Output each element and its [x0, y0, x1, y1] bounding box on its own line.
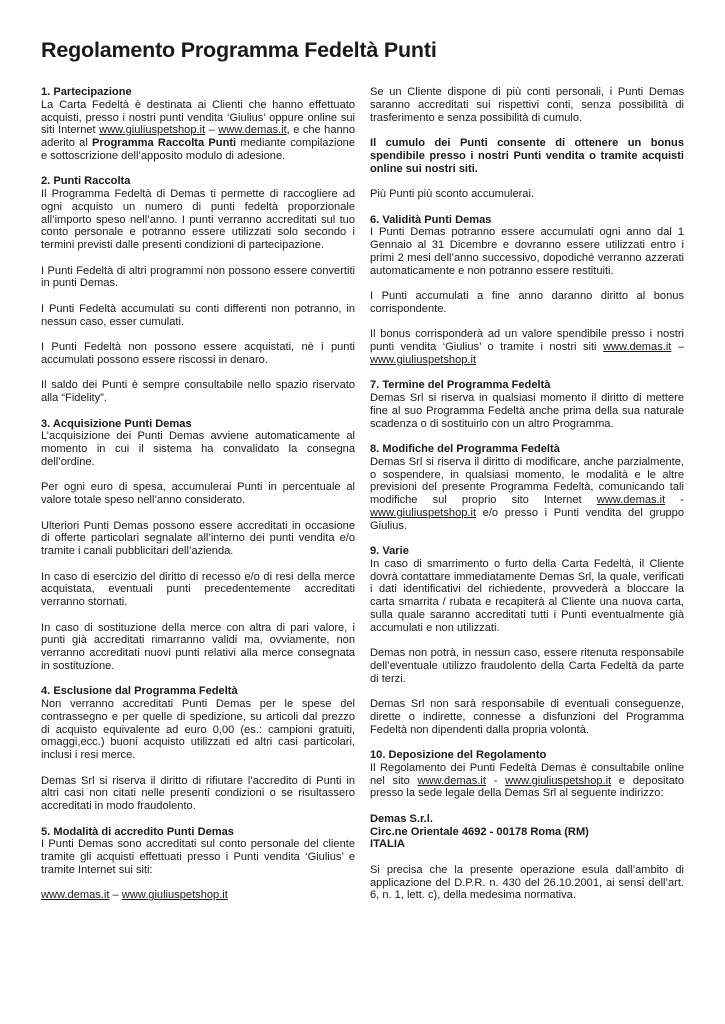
section-paragraph: Demas non potrà, in nessun caso, essere ritenuta responsabile dell’eventuale utilizzo fraudolento della Carta Fedeltà da parte di terzi.	[370, 647, 684, 685]
section-heading: 2. Punti Raccolta	[41, 175, 131, 188]
section-paragraph: Il Programma Fedeltà di Demas ti permette di raccogliere ad ogni acquisto un numero di punti fedeltà proporzionale all’importo speso nell’anno. I punti verranno accreditati sul tuo conto personale e potranno essere utilizzati solo secondo i termini previsti dalle presenti condizioni di partecipazione.	[41, 188, 355, 251]
right-column	[370, 86, 684, 915]
section-paragraph	[370, 137, 684, 175]
section-paragraph: In caso di esercizio del diritto di recesso e/o di resi della merce acquistata, eventuali punti precedentemente accreditati verranno stornati.	[41, 570, 355, 608]
section-paragraph: Per ogni euro di spesa, accumulerai Punti in percentuale al valore totale speso nell’anno considerato.	[41, 481, 355, 506]
address-block	[370, 813, 684, 851]
section-paragraph: I Punti Fedeltà accumulati su conti differenti non potranno, in nessun caso, esser cumulati.	[41, 302, 355, 328]
link-demas[interactable]: www.demas.it	[218, 124, 287, 137]
section-heading: 3. Acquisizione Punti Demas	[41, 417, 192, 430]
text-run: –	[671, 341, 684, 353]
section-paragraph: Non verranno accreditati Punti Demas per le spese del contrassegno e per quelle di spedizione, su articoli dal prezzo di acquisto equivalente ad euro 0,00 (es.: campioni gratuiti, omaggi,ecc.) buoni acquisto utilizzati ed altri casi particolari, inclusi i resi merce.	[41, 698, 355, 761]
section-paragraph: I Punti Demas sono accreditati sul conto personale del cliente tramite gli acquisti effettuati presso i Punti vendita ‘Giulius’ e tramite Internet sui siti:	[41, 838, 355, 876]
left-column	[41, 86, 355, 915]
section-paragraph: Si precisa che la presente operazione esula dall’ambito di applicazione del D.P.R. n. 430 del 26.10.2001, ai sensi dell’art. 6, n. 1, lett. c), della medesima normativa.	[370, 863, 684, 902]
section-paragraph: I Punti Fedeltà di altri programmi non possono essere convertiti in punti Demas.	[41, 264, 355, 290]
link-demas[interactable]: www.demas.it	[596, 494, 666, 506]
section-paragraph: Demas Srl si riserva in qualsiasi momento il diritto di mettere fine al suo Programma Fedeltà anche prima della sua naturale scadenza o di sostituirlo con un altro Programma.	[370, 392, 684, 430]
section-paragraph: Il saldo dei Punti è sempre consultabile nello spazio riservato alla “Fidelity”.	[41, 379, 355, 404]
text-run: Il Regolamento dei Punti Fedeltà Demas è consultabile online nel sito	[370, 761, 684, 787]
section-paragraph: Se un Cliente dispone di più conti personali, i Punti Demas saranno accreditati sui rispettivi conti, senza possibilità di trasferimento e senza possibilità di cumulo.	[370, 86, 684, 124]
text-run: Il bonus corrisponderà ad un valore spendibile presso i nostri punti vendita ‘Giulius’ o tramite i nostri siti	[370, 328, 684, 353]
section-paragraph	[370, 762, 684, 800]
link-demas[interactable]: www.demas.it	[417, 774, 486, 787]
section-paragraph: I Punti Fedeltà non possono essere acquistati, nè i punti accumulati possono essere riscossi in denaro.	[41, 341, 355, 366]
link-giuliuspetshop[interactable]: www.giuliuspetshop.it	[370, 353, 477, 366]
section-paragraph: In caso di smarrimento o furto della Carta Fedeltà, il Cliente dovrà contattare immediatamente Demas Srl, la quale, verificati i dati identificativi del richiedente, provvederà a bloccare la carta smarrita / rubata e recapiterà al Cliente una nuova carta, sulla quale saranno accreditati tutti i Punti eventualmente già accumulati e non utilizzati.	[370, 557, 684, 634]
section-paragraph: Ulteriori Punti Demas possono essere accreditati in occasione di offerte particolari segnalate all’interno dei punti vendita e/o tramite i canali pubblicitari dell’azienda.	[41, 519, 355, 557]
section-paragraph	[41, 889, 355, 902]
text-run: Demas Srl si riserva il diritto di modificare, anche parzialmente, o sospendere, in qualsiasi momento, le modalità e le altre previsioni del presente Programma Fedeltà, comunicando tali modifiche sul proprio sito Internet	[370, 455, 684, 506]
text-run: -	[485, 774, 506, 787]
section-validita	[370, 214, 684, 367]
section-termine	[370, 379, 684, 430]
text-run: mediante compilazione e sottoscrizione dell’apposito modulo di adesione.	[41, 137, 355, 162]
text-run: La Carta Fedeltà è destinata ai Clienti che hanno effettuato acquisti, presso i nostri punti vendita ‘Giulius’ oppure online sui siti Internet	[41, 98, 355, 137]
section-modifiche	[370, 443, 684, 532]
address-street: Circ.ne Orientale 4692 - 00178 Roma (RM)	[370, 825, 589, 838]
section-modalita-accredito-cont	[370, 86, 684, 201]
address-country: ITALIA	[370, 838, 405, 851]
link-demas[interactable]: www.demas.it	[41, 889, 110, 902]
section-paragraph	[41, 99, 355, 163]
section-paragraph: I Punti accumulati a fine anno daranno diritto al bonus corrispondente.	[370, 290, 684, 315]
page-title: Regolamento Programma Fedeltà Punti	[41, 38, 437, 62]
section-heading: 8. Modifiche del Programma Fedeltà	[370, 443, 560, 455]
section-paragraph	[370, 456, 684, 533]
address-company: Demas S.r.l.	[370, 812, 433, 825]
bold-text: Il cumulo dei Punti consente di ottenere un bonus spendibile presso i nostri Punti vendita o tramite acquisti online sui nostri siti.	[370, 137, 684, 175]
section-heading: 9. Varie	[370, 545, 409, 557]
text-run: e depositato presso la sede legale della Demas Srl al seguente indirizzo:	[370, 774, 685, 800]
text-run: –	[109, 889, 122, 902]
section-deposizione	[370, 749, 684, 902]
text-run: -	[665, 494, 684, 506]
section-paragraph: I Punti Demas potranno essere accumulati ogni anno dal 1 Gennaio al 31 Dicembre e dovranno essere utilizzati entro i primi 2 mesi dell’anno successivo, dopodiché verranno azzerati automaticamente e non potranno essere restituiti.	[370, 226, 684, 277]
section-paragraph: In caso di sostituzione della merce con altra di pari valore, i punti già accreditati rimarranno validi ma, ovviamente, non verranno accreditati nuovi punti relativi alla merce consegnata in sostituzione.	[41, 621, 355, 672]
link-demas[interactable]: www.demas.it	[602, 341, 672, 353]
text-run: , e che hanno aderito al	[41, 124, 356, 149]
link-giuliuspetshop[interactable]: www.giuliuspetshop.it	[121, 889, 228, 902]
section-paragraph: Più Punti più sconto accumulerai.	[370, 188, 535, 200]
section-paragraph: Demas Srl non sarà responsabile di eventuali conseguenze, dirette o indirette, connesse a disfunzioni del Programma Fedeltà non dipendenti dalla propria volontà.	[370, 698, 684, 736]
section-heading: 5. Modalità di accredito Punti Demas	[41, 825, 234, 838]
section-varie	[370, 545, 684, 736]
section-esclusione	[41, 685, 355, 813]
section-heading: 7. Termine del Programma Fedeltà	[370, 379, 551, 392]
section-modalita-accredito	[41, 826, 355, 903]
link-giuliuspetshop[interactable]: www.giuliuspetshop.it	[370, 506, 477, 519]
section-acquisizione	[41, 418, 355, 673]
section-punti-raccolta	[41, 175, 355, 405]
text-run: e/o presso i Punti vendita del gruppo Giulius.	[370, 506, 684, 532]
section-paragraph	[370, 328, 684, 366]
link-giuliuspetshop[interactable]: www.giuliuspetshop.it	[505, 774, 612, 787]
link-giuliuspetshop[interactable]: www.giuliuspetshop.it	[99, 124, 206, 137]
section-heading: 10. Deposizione del Regolamento	[370, 749, 547, 761]
section-partecipazione	[41, 86, 355, 163]
section-paragraph: L’acquisizione dei Punti Demas avviene automaticamente al momento in cui il sistema ha convalidato la consegna dell’ordine.	[41, 430, 355, 468]
section-heading: 6. Validità Punti Demas	[370, 213, 492, 226]
text-run: –	[205, 124, 219, 137]
section-heading: 4. Esclusione dal Programma Fedeltà	[41, 685, 238, 698]
section-paragraph: Demas Srl si riserva il diritto di rifiutare l’accredito di Punti in altri casi non citati nelle presenti condizioni o se risultassero accreditati in modo fraudolento.	[41, 774, 355, 812]
section-heading: 1. Partecipazione	[41, 86, 132, 98]
bold-text: Programma Raccolta Punti	[92, 137, 237, 149]
